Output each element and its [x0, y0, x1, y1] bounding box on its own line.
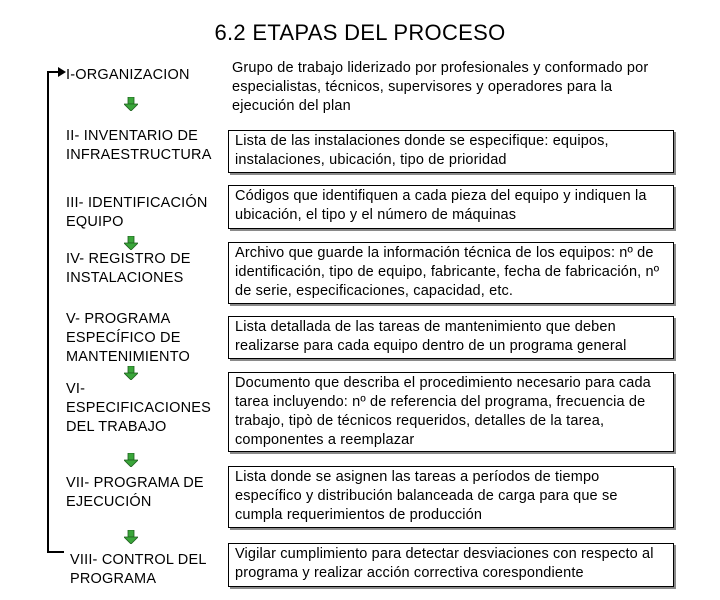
stage-7-label: VII- PROGRAMA DE EJECUCIÓN — [66, 475, 204, 510]
stage-8-description: Vigilar cumplimiento para detectar desviaciones con respecto al programa y realizar acción correctiva corespondiente — [228, 543, 674, 587]
stage-6-description: Documento que describa el procedimiento necesario para cada tarea incluyendo: nº de referencia del programa, frecuencia de trabajo, tipò de técnicos requeridos, detalles de la tarea, componentes a reemplazar — [228, 372, 674, 452]
stage-1-description: Grupo de trabajo liderizado por profesionales y conformado por especialistas, técnicos, supervisores y operadores para la ejecución del plan — [228, 58, 674, 120]
stage-1-label: I-ORGANIZACION — [66, 67, 190, 83]
down-arrow-icon — [124, 530, 138, 544]
down-arrow-icon — [124, 366, 138, 380]
down-arrow-icon — [124, 453, 138, 467]
stage-3-description: Códigos que identifiquen a cada pieza del equipo y indiquen la ubicación, el tipo y el número de máquinas — [228, 185, 674, 229]
stage-6-label: VI- ESPECIFICACIONES DEL TRABAJO — [66, 381, 212, 435]
stage-8-label: VIII- CONTROL DEL PROGRAMA — [70, 552, 207, 587]
stage-7-description: Lista donde se asignen las tareas a períodos de tiempo específico y distribución balanceada de carga para que se cumpla requerimientos de producción — [228, 466, 674, 528]
page-title: 6.2 ETAPAS DEL PROCESO — [214, 20, 506, 45]
stage-2-description: Lista de las instalaciones donde se especifique: equipos, instalaciones, ubicación, tipo de prioridad — [228, 130, 674, 173]
stage-5-description: Lista detallada de las tareas de mantenimiento que deben realizarse para cada equipo dentro de un programa general — [228, 316, 674, 359]
down-arrow-icon — [124, 97, 138, 111]
stage-2-label: II- INVENTARIO DE INFRAESTRUCTURA — [66, 128, 212, 163]
stage-4-description: Archivo que guarde la información técnica de los equipos: nº de identificación, tipo de equipo, fabricante, fecha de fabricación, nº de serie, especificaciones, capacidad, etc. — [228, 242, 674, 304]
stage-5-label: V- PROGRAMA ESPECÍFICO DE MANTENIMIENTO — [66, 311, 190, 365]
stage-4-label: IV- REGISTRO DE INSTALACIONES — [66, 251, 191, 286]
down-arrow-icon — [124, 236, 138, 250]
stage-3-label: III- IDENTIFICACIÓN EQUIPO — [66, 195, 208, 230]
